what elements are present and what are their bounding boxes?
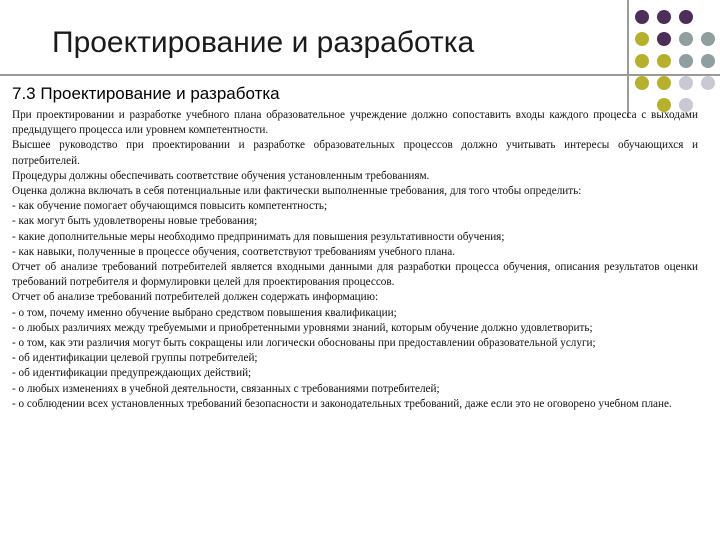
decorative-dot bbox=[635, 10, 649, 24]
list-item: - как обучение помогает обучающимся повысить компетентность; bbox=[12, 200, 328, 213]
list-item: - о любых различиях между требуемыми и приобретенными уровнями знаний, которым обучение должно удовлетворить; bbox=[12, 321, 593, 334]
list-item: - об идентификации предупреждающих действий; bbox=[12, 367, 252, 380]
decorative-dot bbox=[679, 76, 693, 90]
vertical-divider bbox=[627, 0, 629, 118]
decorative-dot bbox=[635, 54, 649, 68]
decorative-dot bbox=[657, 76, 671, 90]
horizontal-divider bbox=[0, 74, 720, 76]
decorative-dot bbox=[679, 10, 693, 24]
paragraph: Оценка должна включать в себя потенциальные или фактически выполненные требования, для того чтобы определить: bbox=[12, 185, 582, 198]
list-item: - как могут быть удовлетворены новые требования; bbox=[12, 215, 258, 228]
list-item: - о том, как эти различия могут быть сокращены или логически обоснованы при предоставлении образовательной услуги; bbox=[12, 337, 596, 350]
decorative-dot bbox=[657, 32, 671, 46]
list-item: - об идентификации целевой группы потребителей; bbox=[12, 352, 258, 365]
list-item: - о том, почему именно обучение выбрано средством повышения квалификации; bbox=[12, 306, 397, 319]
paragraph: При проектировании и разработке учебного плана образовательное учреждение должно сопоставить входы каждого процесса с выходами предыдущего процесса или уровнем компетентности. bbox=[12, 109, 698, 137]
decorative-dot bbox=[701, 76, 715, 90]
decorative-dot bbox=[701, 54, 715, 68]
list-item: - о любых изменениях в учебной деятельности, связанных с требованиями потребителей; bbox=[12, 382, 440, 395]
paragraph: Высшее руководство при проектировании и разработке образовательных процессов должно учитывать интересы обучающихся и потребителей. bbox=[12, 139, 698, 167]
decorative-dot bbox=[635, 76, 649, 90]
decorative-dot bbox=[657, 10, 671, 24]
decorative-dot bbox=[635, 32, 649, 46]
decorative-dot bbox=[701, 32, 715, 46]
decorative-dot bbox=[679, 32, 693, 46]
section-heading: 7.3 Проектирование и разработка bbox=[12, 84, 280, 103]
decorative-dot bbox=[657, 54, 671, 68]
list-item: - о соблюдении всех установленных требований безопасности и законодательных требований, даже если это не оговорено учебном плане. bbox=[12, 397, 672, 410]
decorative-dot bbox=[679, 54, 693, 68]
paragraph: Процедуры должны обеспечивать соответствие обучения установленным требованиям. bbox=[12, 169, 430, 182]
list-item: - как навыки, полученные в процессе обучения, соответствуют требованиям учебного плана. bbox=[12, 245, 456, 258]
paragraph: Отчет об анализе требований потребителей должен содержать информацию: bbox=[12, 291, 379, 304]
slide-title: Проектирование и разработка bbox=[52, 26, 475, 59]
paragraph: Отчет об анализе требований потребителей является входными данными для разработки процесса обучения, описания результатов оценки требований потребителя и формулировки целей для проектирования процессов. bbox=[12, 261, 698, 289]
body-text bbox=[12, 108, 698, 412]
list-item: - какие дополнительные меры необходимо предпринимать для повышения результативности обучения; bbox=[12, 230, 505, 243]
